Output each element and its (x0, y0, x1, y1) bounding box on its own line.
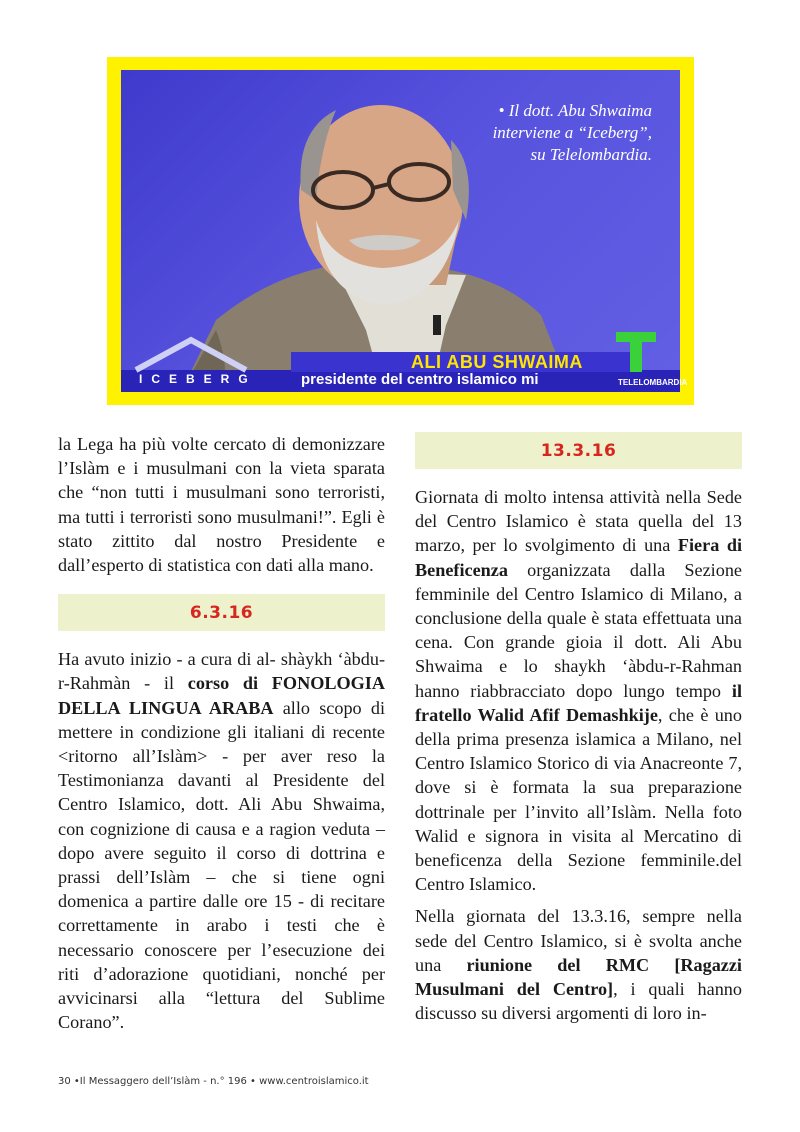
tv-show-logo: ICEBERG (139, 372, 257, 386)
caption-line-3: su Telelombardia. (530, 145, 652, 164)
tv-screenshot-photo (121, 70, 688, 392)
fair-title-bold: Fiera di Beneficenza (415, 535, 742, 580)
rmc-text-b: , i quali hanno discusso su diversi argomenti di loro in- (415, 979, 742, 1024)
fair-text-a: Giornata di molto intensa attività nella Sede del Centro Islamico è stata quella del 13 marzo, per lo svolgimento di una (415, 487, 742, 556)
walid-name-bold: il fratello Walid Afif Demashkije (415, 680, 742, 725)
fair-text-c: , che è uno della prima presenza islamica a Milano, nel Centro Islamico Storico di via Anacreonte 7, dove si è formata la sua preparazione dottrinale per l’invito all’Islàm. Nella foto Walid e signora in visita al Mercatino di beneficenza della Sezione femminile.del Centro Islamico. (415, 704, 742, 895)
course-text-a: Ha avuto inizio - a cura di al- shàykh ‘àbdu-r-Rahmàn - il (58, 649, 385, 694)
right-column (415, 432, 742, 1025)
rmc-text-a: Nella giornata del 13.3.16, sempre nella sede del Centro Islamico, si è svolta anche una (415, 906, 742, 975)
page-footer: 30 •Il Messaggero dell’Islàm - n.° 196 • www.centroislamico.it (58, 1076, 369, 1087)
photo-frame (107, 57, 694, 405)
fair-text-b: organizzata dalla Sezione femminile del Centro Islamico di Milano, a conclusione della quale è stata effettuata una cena. Con grande gioia il dott. Ali Abu Shwaima e lo shaykh ‘àbdu-r-Rahman hanno riabbracciato dopo lungo tempo (415, 559, 742, 701)
course-text-b: allo scopo di mettere in condizione gli italiani di recente <ritorno all’Islàm> - per aver reso la Testimonianza davanti al Presidente del Centro Islamico, dott. Ali Abu Shwaima, con cognizione di causa e a ragion veduta – dopo avere seguito il corso di dottrina e prassi dell’Islàm – che si tiene ogni domenica a partire dalle ore 15 - di recitare correttamente in arabo i testi che è necessario conoscere per l’esecuzione dei riti d’adorazione quotidiani, nonché per avvicinarsi alla “lettura del Sublime Corano”. (58, 697, 386, 1033)
rmc-meeting-paragraph (415, 904, 742, 1025)
left-column (58, 432, 385, 1034)
course-title-bold: corso di FONOLOGIA DELLA LINGUA ARABA (58, 673, 385, 718)
charity-fair-paragraph (415, 485, 742, 896)
tv-lower-third-role: presidente del centro islamico mi (301, 371, 539, 388)
date-heading-6-3-16: 6.3.16 (58, 594, 385, 631)
photo-caption (452, 100, 652, 166)
intro-paragraph: la Lega ha più volte cercato di demonizzare l’Islàm e i musulmani con la vieta sparata che “non tutti i musulmani sono terroristi, ma tutti i terroristi sono musulmani!”. Egli è stato zittito dal nostro Presidente e dall’esperto di statistica con dati alla mano. (58, 434, 385, 576)
tv-lower-third-name: ALI ABU SHWAIMA (411, 352, 583, 372)
course-paragraph (58, 647, 385, 1034)
date-heading-13-3-16: 13.3.16 (415, 432, 742, 469)
rmc-title-bold: riunione del RMC [Ragazzi Musulmani del Centro] (415, 954, 742, 1000)
caption-line-1: • Il dott. Abu Shwaima (498, 101, 652, 120)
caption-line-2: interviene a “Iceberg”, (492, 123, 652, 142)
tv-channel-name: TELELOMBARDIA (618, 378, 688, 387)
